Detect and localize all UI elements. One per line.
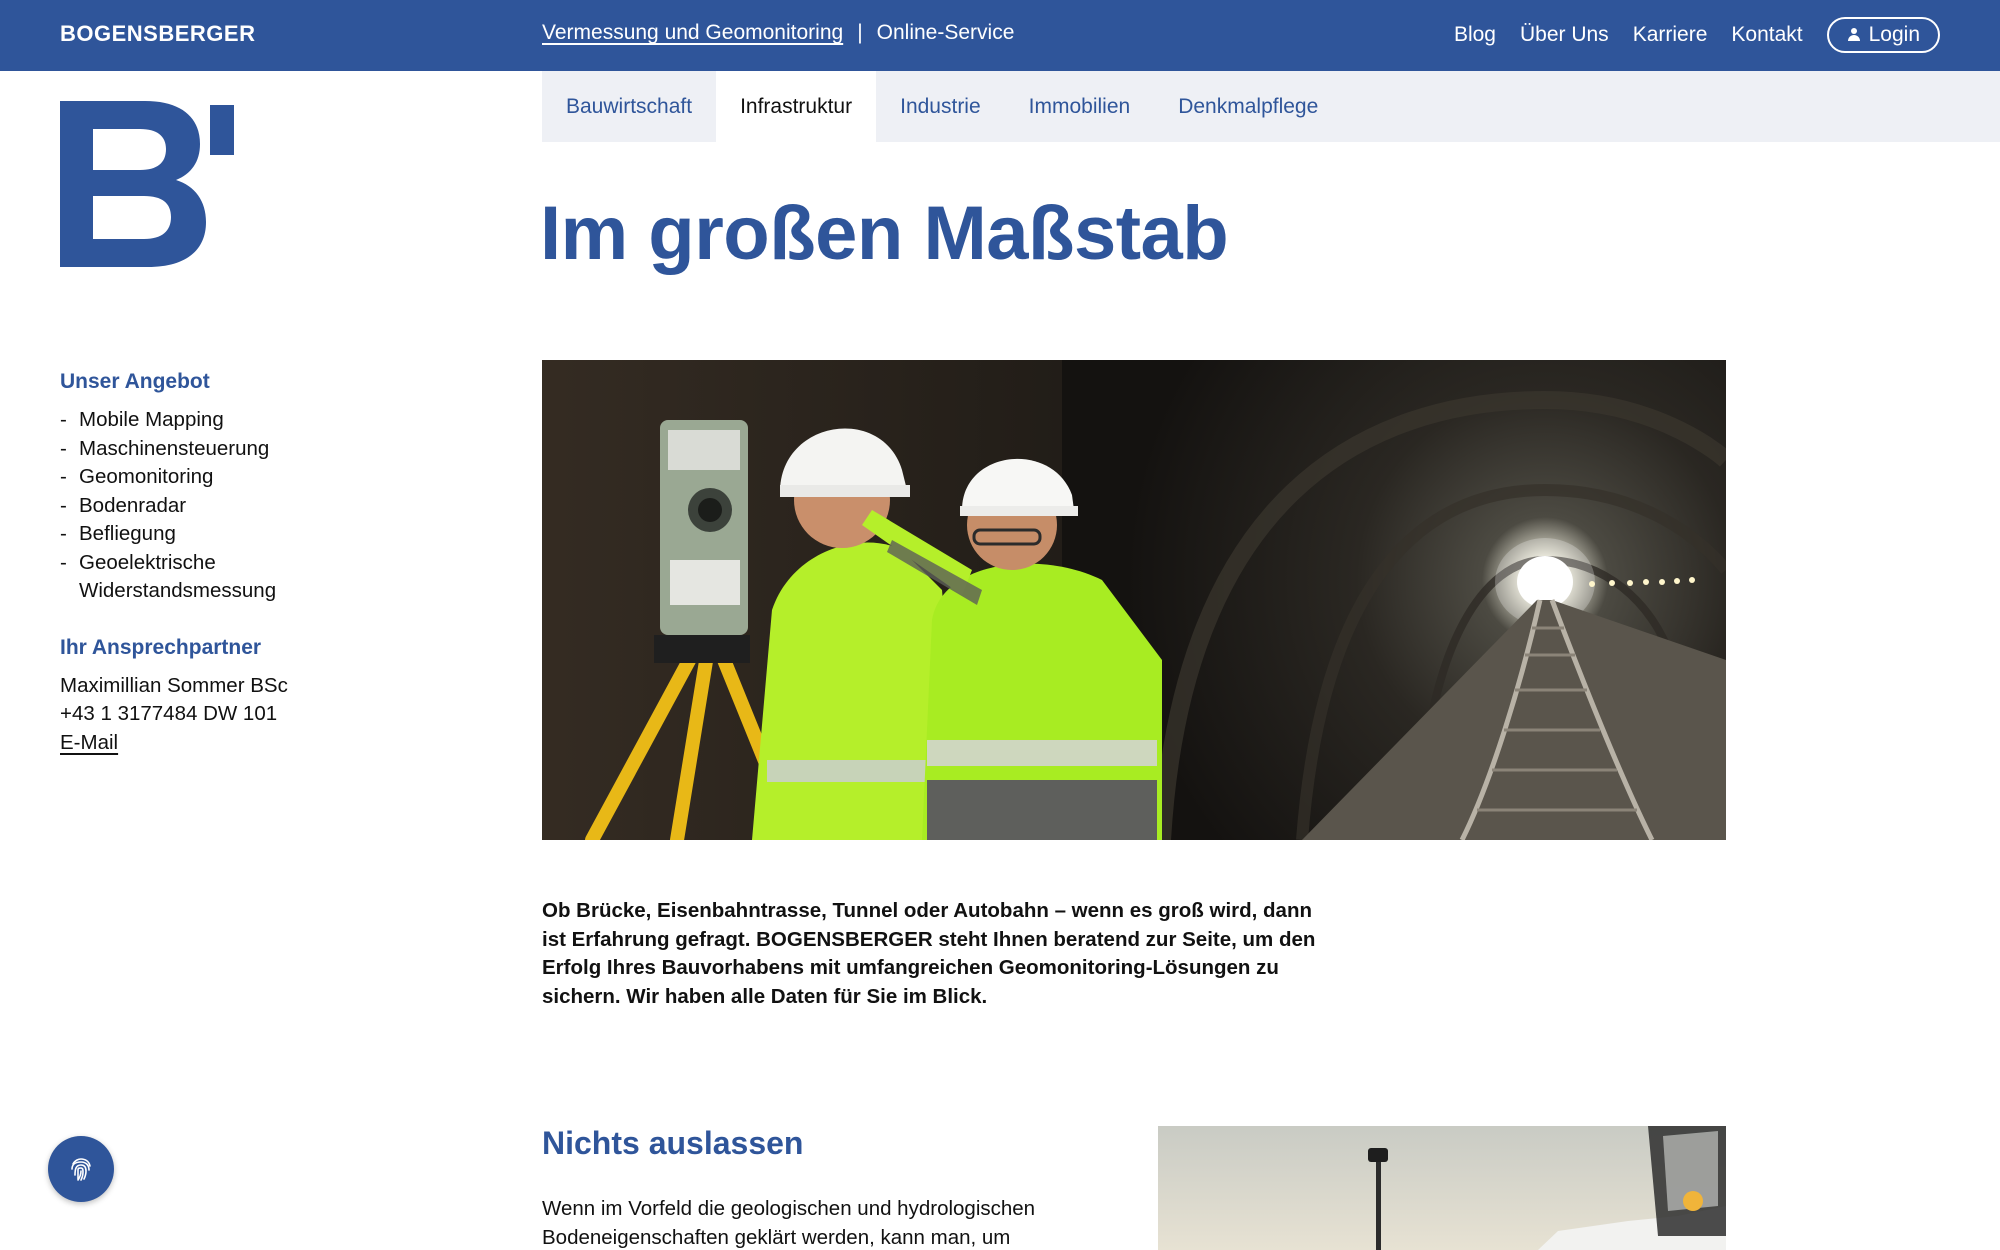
nav-link-ueber-uns[interactable]: Über Uns [1519,23,1609,46]
contact-name: Maximillian Sommer BSc [60,673,288,697]
nav-link-karriere[interactable]: Karriere [1632,23,1708,46]
section-title: Nichts auslassen [542,1125,804,1161]
list-dash: - [60,522,67,545]
user-icon [1847,28,1861,42]
secondary-nav [1454,17,1940,53]
sidebar [60,370,380,757]
nav-link-vermessung[interactable]: Vermessung und Geomonitoring [542,21,844,44]
top-bar [0,0,2000,71]
offer-item-label: Geoelektrische Widerstandsmessung [79,550,277,602]
nav-link-blog[interactable]: Blog [1453,23,1496,46]
nav-separator: | [857,21,863,44]
page-title: Im großen Maßstab [540,191,1229,276]
contact-phone[interactable]: +43 1 3177484 DW 101 [60,702,278,725]
logo[interactable] [60,101,236,267]
tab-infrastruktur[interactable]: Infrastruktur [716,71,876,142]
nav-link-online-service[interactable]: Online-Service [876,21,1015,44]
offer-heading: Unser Angebot [60,370,210,393]
offer-item-mobile-mapping[interactable] [60,406,380,435]
hero-image [542,360,1726,840]
offer-item-befliegung[interactable] [60,520,380,549]
tab-denkmalpflege[interactable]: Denkmalpflege [1178,94,1319,118]
offer-list [60,406,380,606]
list-dash: - [60,550,67,574]
offer-item-bodenradar[interactable] [60,492,380,521]
offer-item-label: Bodenradar [79,493,187,517]
nav-link-kontakt[interactable]: Kontakt [1731,23,1803,46]
offer-item-geoelektrische[interactable] [60,549,380,606]
contact-block [60,672,380,758]
offer-item-label: Maschinensteuerung [79,436,270,460]
list-dash: - [60,436,67,460]
offer-item-maschinensteuerung[interactable] [60,435,380,464]
intro-text: Ob Brücke, Eisenbahntrasse, Tunnel oder Autobahn – wenn es groß wird, dann ist Erfahrung gefragt. BOGENSBERGER steht Ihnen beratend zur Seite, um den Erfolg Ihres Bauvorhabens mit umfangreichen Geomonitoring-Lösungen zu sichern. Wir haben alle Daten für Sie im Blick. [542,899,1316,1008]
offer-item-label: Mobile Mapping [79,408,224,431]
login-label: Login [1868,23,1920,46]
brand-name[interactable]: BOGENSBERGER [60,21,256,46]
tab-bauwirtschaft[interactable]: Bauwirtschaft [566,94,693,118]
tab-industrie[interactable]: Industrie [900,94,981,118]
offer-item-label: Befliegung [79,522,176,545]
offer-item-label: Geomonitoring [79,465,214,488]
contact-heading: Ihr Ansprechpartner [60,635,262,659]
contact-email-link[interactable]: E-Mail [60,730,119,754]
tab-immobilien[interactable]: Immobilien [1028,94,1131,118]
login-button[interactable] [1827,17,1940,53]
privacy-settings-button[interactable] [48,1136,114,1202]
offer-item-geomonitoring[interactable] [60,463,380,492]
fingerprint-icon [67,1155,95,1183]
list-dash: - [60,465,67,488]
main-nav [542,21,1014,45]
section-image [1158,1126,1726,1250]
sector-tabs [542,71,2000,142]
list-dash: - [60,408,67,431]
section-text: Wenn im Vorfeld die geologischen und hydrologischen Bodeneigenschaften geklärt werden, kann man, um [542,1197,1036,1249]
list-dash: - [60,493,67,517]
